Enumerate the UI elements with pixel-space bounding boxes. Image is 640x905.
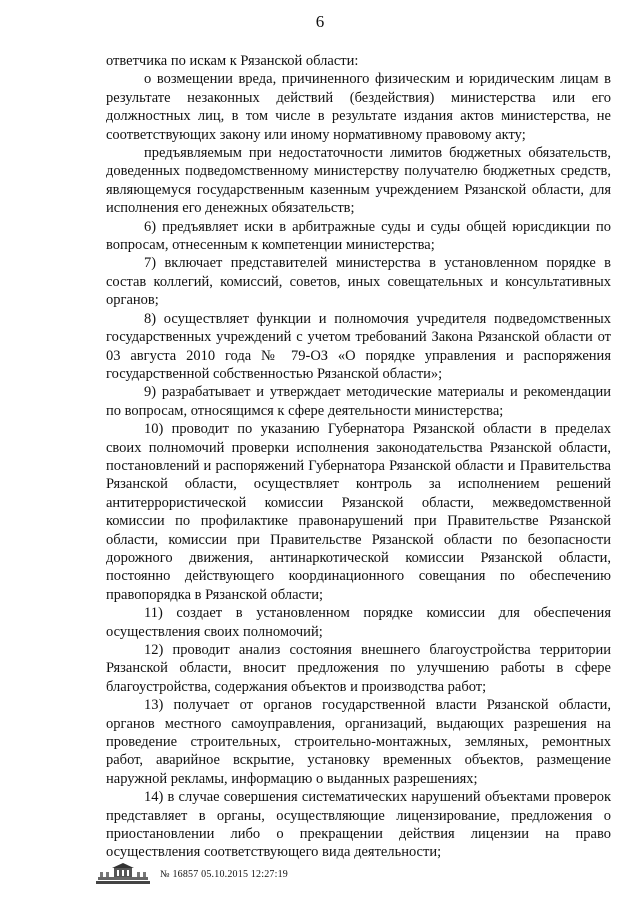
document-footer — [94, 862, 288, 886]
paragraph: 13) получает от органов государственной власти Рязанской области, органов местного самоуправления, организаций, выдающих разрешения на проведение строительных, строительно-монтажных, земляных, ремонтных работ, аварийное вскрытие, установку временных объектов, размещение наружной рекламы, информацию о выданных разрешениях; — [106, 697, 611, 787]
paragraph: предъявляемым при недостаточности лимитов бюджетных обязательств, доведенных подведомственному министерству получателю бюджетных средств, являющемуся государственным казенным учреждением Рязанской области, для исполнения его денежных обязательств; — [106, 145, 611, 217]
paragraph: 14) в случае совершения систематических нарушений объектами проверок представляет в органы, осуществляющие лицензирование, предложения о приостановлении либо о прекращении действия лицензии на право осуществления соответствующего вида деятельности; — [106, 789, 611, 861]
paragraph: 6) предъявляет иски в арбитражные суды и суды общей юрисдикции по вопросам, отнесенным к компетенции министерства; — [106, 218, 611, 254]
document-stamp: № 16857 05.10.2015 12:27:19 — [160, 868, 288, 880]
paragraph: ответчика по искам к Рязанской области: — [106, 53, 359, 69]
document-body — [106, 52, 611, 862]
paragraph: 12) проводит анализ состояния внешнего благоустройства территории Рязанской области, вносит предложения по улучшению работы в сфере благоустройства, содержания объектов и производства работ; — [106, 642, 611, 695]
paragraph: 7) включает представителей министерства в установленном порядке в состав коллегий, комиссий, советов, иных совещательных и консультативных органов; — [106, 255, 611, 309]
government-building-logo-icon — [94, 862, 152, 886]
paragraph: 9) разрабатывает и утверждает методические материалы и рекомендации по вопросам, относящимся к сфере деятельности министерства; — [106, 384, 611, 419]
paragraph: 8) осуществляет функции и полномочия учредителя подведомственных государственных учреждений с учетом требований Закона Рязанской области от 03 августа 2010 года № 79-ОЗ «О порядке управления и распоряжения государственной собственностью Рязанской области»; — [106, 310, 611, 382]
paragraph: о возмещении вреда, причиненного физическим и юридическим лицам в результате незаконных действий (бездействия) министерства или его должностных лиц, в том числе в результате издания актов министерства, не соответствующих закону или иному нормативному правовому акту; — [106, 71, 611, 143]
paragraph: 11) создает в установленном порядке комиссии для обеспечения осуществления своих полномочий; — [106, 605, 611, 640]
page-number: 6 — [315, 12, 325, 31]
paragraph: 10) проводит по указанию Губернатора Рязанской области в пределах своих полномочий проверки исполнения законодательства Рязанской области, постановлений и распоряжений Губернатора Рязанской области и Правительства Рязанской области, осуществляет контроль за исполнением решений антитеррористической комиссии Рязанской области, межведомственной комиссии по профилактике правонарушений при Правительстве Рязанской области, комиссии при Правительстве Рязанской области по безопасности дорожного движения, антинаркотической комиссии Рязанской области, постоянно действующего координационного совещания по обеспечению правопорядка в Рязанской области; — [106, 421, 611, 603]
